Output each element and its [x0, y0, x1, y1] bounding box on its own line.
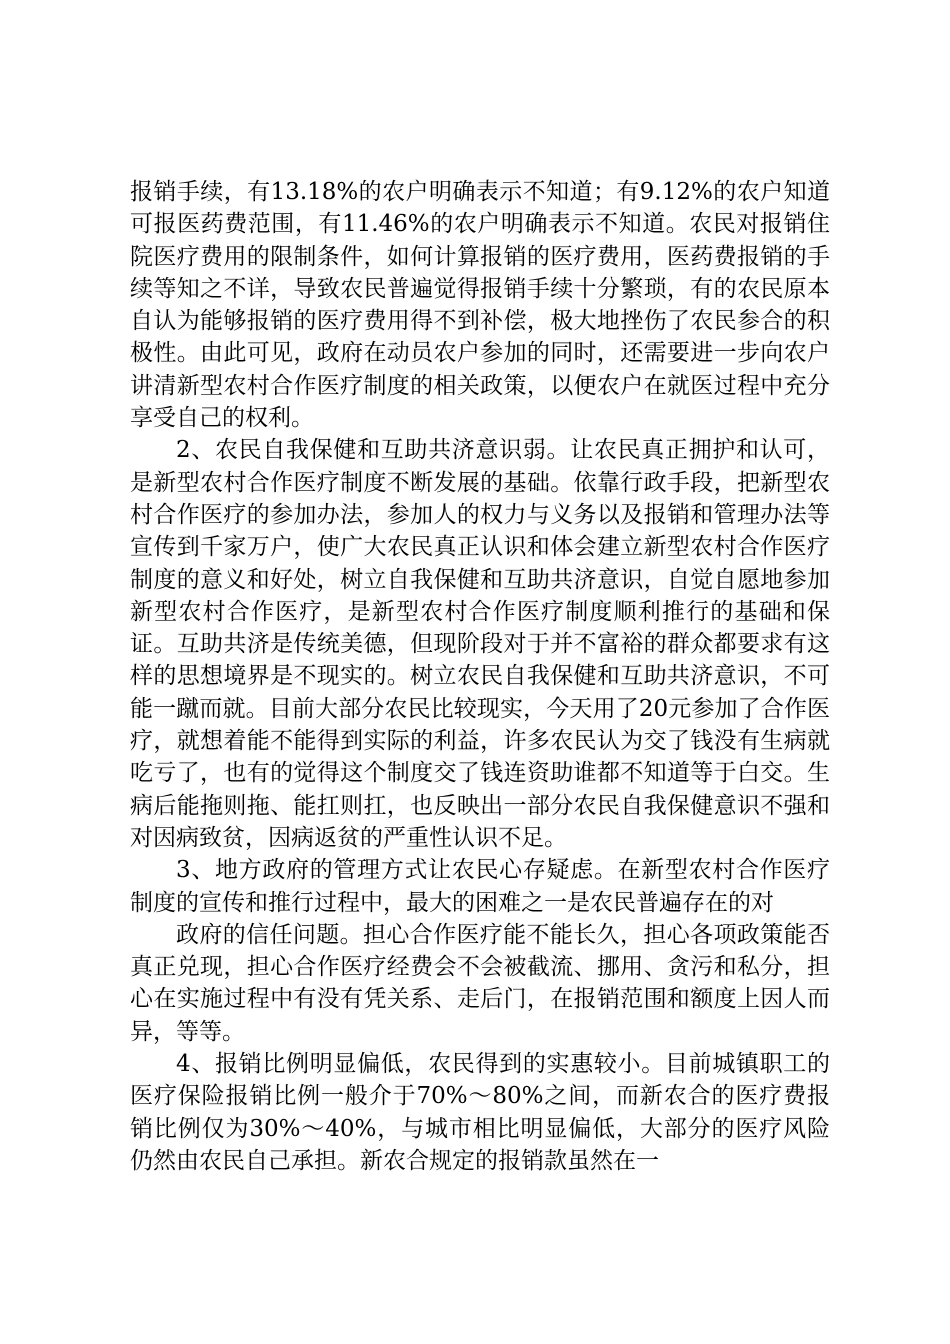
- paragraph-item-3: 3、地方政府的管理方式让农民心存疑虑。在新型农村合作医疗制度的宣传和推行过程中，最大的困难之一是农民普遍存在的对: [130, 857, 830, 916]
- paragraph-item-4: 4、报销比例明显偏低，农民得到的实惠较小。目前城镇职工的医疗保险报销比例一般介于70%～80%之间，而新农合的医疗费报销比例仅为30%～40%，与城市相比明显偏低，大部分的医疗风险仍然由农民自己承担。新农合规定的报销款虽然在一: [130, 1051, 830, 1174]
- paragraph-item-3-continued: 政府的信任问题。担心合作医疗能不能长久，担心各项政策能否真正兑现，担心合作医疗经费会不会被截流、挪用、贪污和私分，担心在实施过程中有没有凭关系、走后门，在报销范围和额度上因人而异，等等。: [130, 921, 830, 1045]
- document-body: [130, 176, 830, 1177]
- paragraph-continuation: 报销手续，有13.18%的农户明确表示不知道；有9.12%的农户知道可报医药费范围，有11.46%的农户明确表示不知道。农民对报销住院医疗费用的限制条件，如何计算报销的医疗费用，医药费报销的手续等知之不详，导致农民普遍觉得报销手续十分繁琐，有的农民原本自认为能够报销的医疗费用得不到补偿，极大地挫伤了农民参合的积极性。由此可见，政府在动员农户参加的同时，还需要进一步向农户讲清新型农村合作医疗制度的相关政策，以便农户在就医过程中充分享受自己的权利。: [130, 179, 830, 432]
- paragraph-item-2: 2、农民自我保健和互助共济意识弱。让农民真正拥护和认可，是新型农村合作医疗制度不断发展的基础。依靠行政手段，把新型农村合作医疗的参加办法，参加人的权力与义务以及报销和管理办法等宣传到千家万户，使广大农民真正认识和体会建立新型农村合作医疗制度的意义和好处，树立自我保健和互助共济意识，自觉自愿地参加新型农村合作医疗，是新型农村合作医疗制度顺利推行的基础和保证。互助共济是传统美德，但现阶段对于并不富裕的群众都要求有这样的思想境界是不现实的。树立农民自我保健和互助共济意识，不可能一蹴而就。目前大部分农民比较现实，今天用了20元参加了合作医疗，就想着能不能得到实际的利益，许多农民认为交了钱没有生病就吃亏了，也有的觉得这个制度交了钱连资助谁都不知道等于白交。生病后能拖则拖、能扛则扛，也反映出一部分农民自我保健意识不强和对因病致贫，因病返贫的严重性认识不足。: [130, 437, 830, 851]
